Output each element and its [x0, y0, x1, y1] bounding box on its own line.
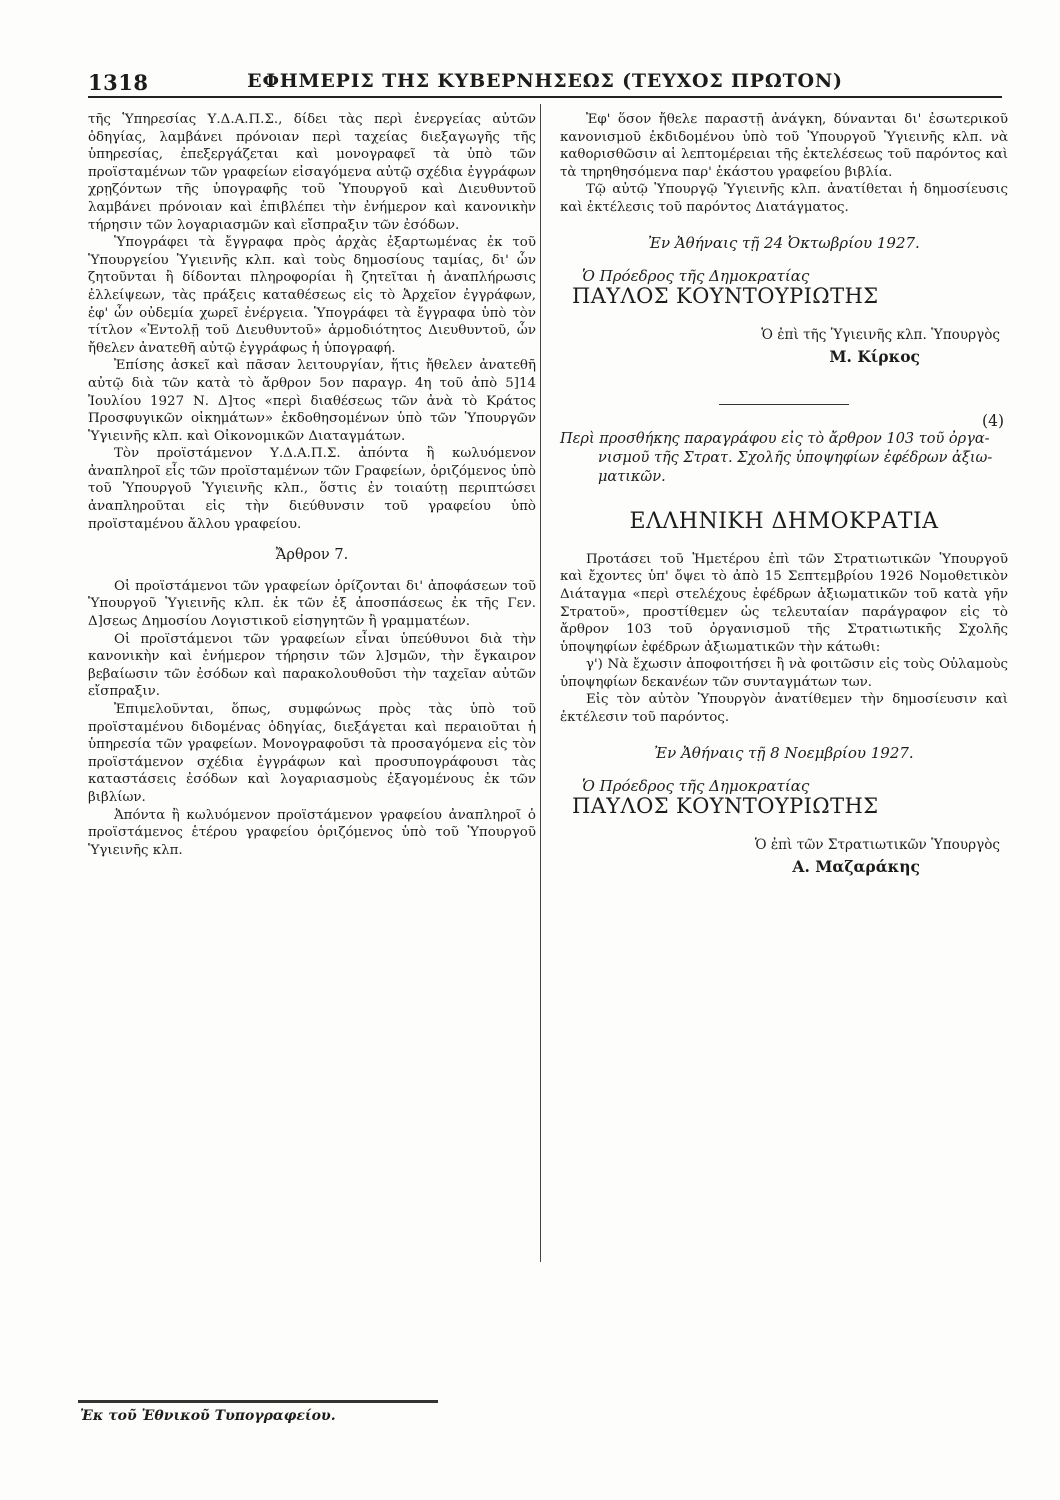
- section-separator: [719, 404, 849, 405]
- footer-rule: [78, 1400, 438, 1403]
- minister-name: Α. Μαζαράκης: [792, 857, 920, 877]
- decree-subject-line: ματικῶν.: [598, 469, 666, 486]
- decree-date: Ἐν Ἀθήναις τῇ 24 Ὀκτωβρίου 1927.: [648, 233, 920, 252]
- paragraph: Τῷ αὐτῷ Ὑπουργῷ Ὑγιεινῆς κλπ. ἀνατίθεται ἡ δημοσίευσις καὶ ἐκτέλεσις τοῦ παρόντος Διατάγματος.: [560, 182, 1008, 215]
- gazette-title: ΕΦΗΜΕΡΙΣ ΤΗΣ ΚΥΒΕΡΝΗΣΕΩΣ (ΤΕΥΧΟΣ ΠΡΩΤΟΝ): [247, 70, 843, 92]
- president-name: ΠΑΥΛΟΣ ΚΟΥΝΤΟΥΡΙΩΤΗΣ: [572, 283, 879, 308]
- decree-subject-line: νισμοῦ τῆς Στρατ. Σχολῆς ὑποψηφίων ἐφέδρων ἀξιω-: [598, 450, 993, 467]
- paragraph: τῆς Ὑπηρεσίας Υ.Δ.Α.Π.Σ., δίδει τὰς περὶ ἐνεργείας αὐτῶν ὁδηγίας, λαμβάνει πρόνοιαν περὶ ταχείας διεξαγωγῆς τῆς ὑπηρεσίας, ἐπεξεργάζεται καὶ μονογραφεῖ τὰ ὑπὸ τῶν προϊσταμένων τῶν γραφείων εἰσαγόμενα αὐτῷ σχέδια ἐγγράφων χρῃζόντων τῆς ὑπογραφῆς τοῦ Ὑπουργοῦ καὶ Διευθυντοῦ λαμβάνει πρόνοιαν καὶ ἐπιβλέπει τὴν ἐνήμερον καὶ κανονικὴν τήρησιν τῶν λογαριασμῶν καὶ εἴσπραξιν τῶν ἐσόδων.: [88, 112, 536, 233]
- paragraph: Ὑπογράφει τὰ ἔγγραφα πρὸς ἀρχὰς ἐξαρτωμένας ἐκ τοῦ Ὑπουργείου Ὑγιεινῆς κλπ. καὶ τοὺς δημοσίους ταμίας, δι' ὧν ζητοῦνται ἢ δίδονται πληροφορίαι ἢ ζητεῖται ἡ ἀναπλήρωσις ἐλλείψεων, τὰς πράξεις καταθέσεως εἰς τὸ Ἀρχεῖον ἐγγράφων, ἐφ' ὧν οὐδεμία χωρεῖ ἐνέργεια. Ὑπογράφει τὰ ἔγγραφα ὑπὸ τὸν τίτλον «Ἐντολῇ τοῦ Διευθυντοῦ» ἁρμοδιότητος Διευθυντοῦ, ὧν ἤθελεν ἀνατεθῆ αὐτῷ ἐγγράφως ἡ ὑπογραφή.: [88, 235, 536, 356]
- paragraph: Ἐφ' ὅσον ἤθελε παραστῇ ἀνάγκη, δύνανται δι' ἐσωτερικοῦ κανονισμοῦ ἐκδιδομένου ὑπὸ τοῦ Ὑπουργοῦ Ὑγιεινῆς κλπ. νὰ καθορισθῶσιν αἱ λεπτομέρειαι τῆς ἐκτελέσεως τοῦ παρόντος καὶ τὰ τηρηθησόμενα παρ' ἑκάστου γραφείου βιβλία.: [560, 112, 1008, 180]
- paragraph: Οἱ προϊστάμενοι τῶν γραφείων ὁρίζονται δι' ἀποφάσεων τοῦ Ὑπουργοῦ Ὑγιεινῆς κλπ. ἐκ τῶν ἐξ ἀποσπάσεως ἐκ τῆς Γεν. Δ]σεως Δημοσίου Λογιστικοῦ εἰσηγητῶν ἢ γραμματέων.: [88, 578, 536, 630]
- president-title: Ὁ Πρόεδρος τῆς Δημοκρατίας: [582, 777, 810, 796]
- minister-title: Ὁ ἐπὶ τῆς Ὑγιεινῆς κλπ. Ὑπουργὸς: [761, 327, 1000, 344]
- paragraph: Ἐπίσης ἀσκεῖ καὶ πᾶσαν λειτουργίαν, ἥτις ἤθελεν ἀνατεθῆ αὐτῷ διὰ τῶν κατὰ τὸ ἄρθρον 5ον παραγρ. 4η τοῦ ἀπὸ 5]14 Ἰουλίου 1927 Ν. Δ]τος «περὶ διαθέσεως τῶν ἀνὰ τὸ Κράτος Προσφυγικῶν οἰκημάτων» ἐκδοθησομένων ὑπὸ τῶν Ὑπουργῶν Ὑγιεινῆς κλπ. καὶ Οἰκονομικῶν Διαταγμάτων.: [88, 358, 536, 444]
- minister-title: Ὁ ἐπὶ τῶν Στρατιωτικῶν Ὑπουργὸς: [754, 837, 1000, 854]
- printer-imprint: Ἐκ τοῦ Ἐθνικοῦ Τυπογραφείου.: [80, 1408, 336, 1424]
- president-title: Ὁ Πρόεδρος τῆς Δημοκρατίας: [582, 267, 810, 286]
- minister-name: Μ. Κίρκος: [829, 346, 920, 366]
- paragraph: Εἰς τὸν αὐτὸν Ὑπουργὸν ἀνατίθεμεν τὴν δημοσίευσιν καὶ ἐκτέλεσιν τοῦ παρόντος.: [560, 692, 1008, 726]
- president-name: ΠΑΥΛΟΣ ΚΟΥΝΤΟΥΡΙΩΤΗΣ: [572, 793, 879, 818]
- right-column: [560, 111, 1008, 876]
- decree-subject: [560, 430, 1008, 487]
- decree-subject-line: Περὶ προσθήκης παραγράφου εἰς τὸ ἄρθρον 103 τοῦ ὀργα-: [560, 431, 990, 448]
- page-header: [88, 62, 1002, 98]
- left-column: [88, 111, 536, 859]
- paragraph: Ἀπόντα ἢ κωλυόμενον προϊστάμενον γραφείου ἀναπληροῖ ὁ προϊστάμενος ἑτέρου γραφείου ὁριζόμενος ὑπὸ τοῦ Ὑπουργοῦ Ὑγιεινῆς κλπ.: [88, 807, 536, 858]
- paragraph: Τὸν προϊστάμενον Υ.Δ.Α.Π.Σ. ἀπόντα ἢ κωλυόμενον ἀναπληροῖ εἷς τῶν προϊσταμένων τῶν Γραφείων, ὁριζόμενος ὑπὸ τοῦ Ὑπουργοῦ Ὑγιεινῆς κλπ., ὅστις ἐν τοιαύτῃ περιπτώσει ἀναπληροῦται εἰς τὴν διεύθυνσιν τοῦ γραφείου ὑπὸ προϊσταμένου ἄλλου γραφείου.: [88, 446, 536, 532]
- paragraph: γ') Νὰ ἔχωσιν ἀποφοιτήσει ἢ νὰ φοιτῶσιν εἰς τοὺς Οὐλαμοὺς ὑποψηφίων δεκανέων τῶν συνταγμάτων των.: [560, 657, 1008, 690]
- republic-heading: ΕΛΛΗΝΙΚΗ ΔΗΜΟΚΡΑΤΙΑ: [629, 509, 939, 535]
- article-heading: Ἄρθρον 7.: [275, 547, 349, 564]
- decree-number: (4): [982, 411, 1004, 430]
- column-divider: [540, 104, 541, 1262]
- paragraph: Οἱ προϊστάμενοι τῶν γραφείων εἶναι ὑπεύθυνοι διὰ τὴν κανονικὴν καὶ ἐνήμερον τήρησιν τῶν λ]σμῶν, τὴν ἔγκαιρον βεβαίωσιν τῶν ἐσόδων καὶ παρακολουθοῦσι τὴν ταχεῖαν αὐτῶν εἴσπραξιν.: [88, 631, 536, 700]
- decree-date: Ἐν Ἀθήναις τῇ 8 Νοεμβρίου 1927.: [654, 743, 914, 762]
- paragraph: Προτάσει τοῦ Ἡμετέρου ἐπὶ τῶν Στρατιωτικῶν Ὑπουργοῦ καὶ ἔχοντες ὑπ' ὄψει τὸ ἀπὸ 15 Σεπτεμβρίου 1926 Νομοθετικὸν Διάταγμα «περὶ στελέχους ἐφέδρων ἀξιωματικῶν τοῦ κατὰ γῆν Στρατοῦ», προστίθεμεν ὡς τελευταίαν παράγραφον εἰς τὸ ἄρθρον 103 τοῦ ὀργανισμοῦ τῆς Στρατιωτικῆς Σχολῆς ὑποψηφίων ἐφέδρων ἀξιωματικῶν τὴν κάτωθι:: [560, 551, 1008, 655]
- paragraph: Ἐπιμελοῦνται, ὅπως, συμφώνως πρὸς τὰς ὑπὸ τοῦ προϊσταμένου διδομένας ὁδηγίας, διεξάγεται καὶ περαιοῦται ἡ ὑπηρεσία τῶν γραφείων. Μονογραφοῦσι τὰ προσαγόμενα εἰς τὸν προϊστάμενον σχέδια ἐγγράφων καὶ προσυπογράφουσι τὰς καταστάσεις ἐσόδων καὶ λογαριασμοὺς ἐξαγομένους ἐκ τῶν βιβλίων.: [88, 702, 536, 805]
- page-number: 1318: [88, 70, 149, 95]
